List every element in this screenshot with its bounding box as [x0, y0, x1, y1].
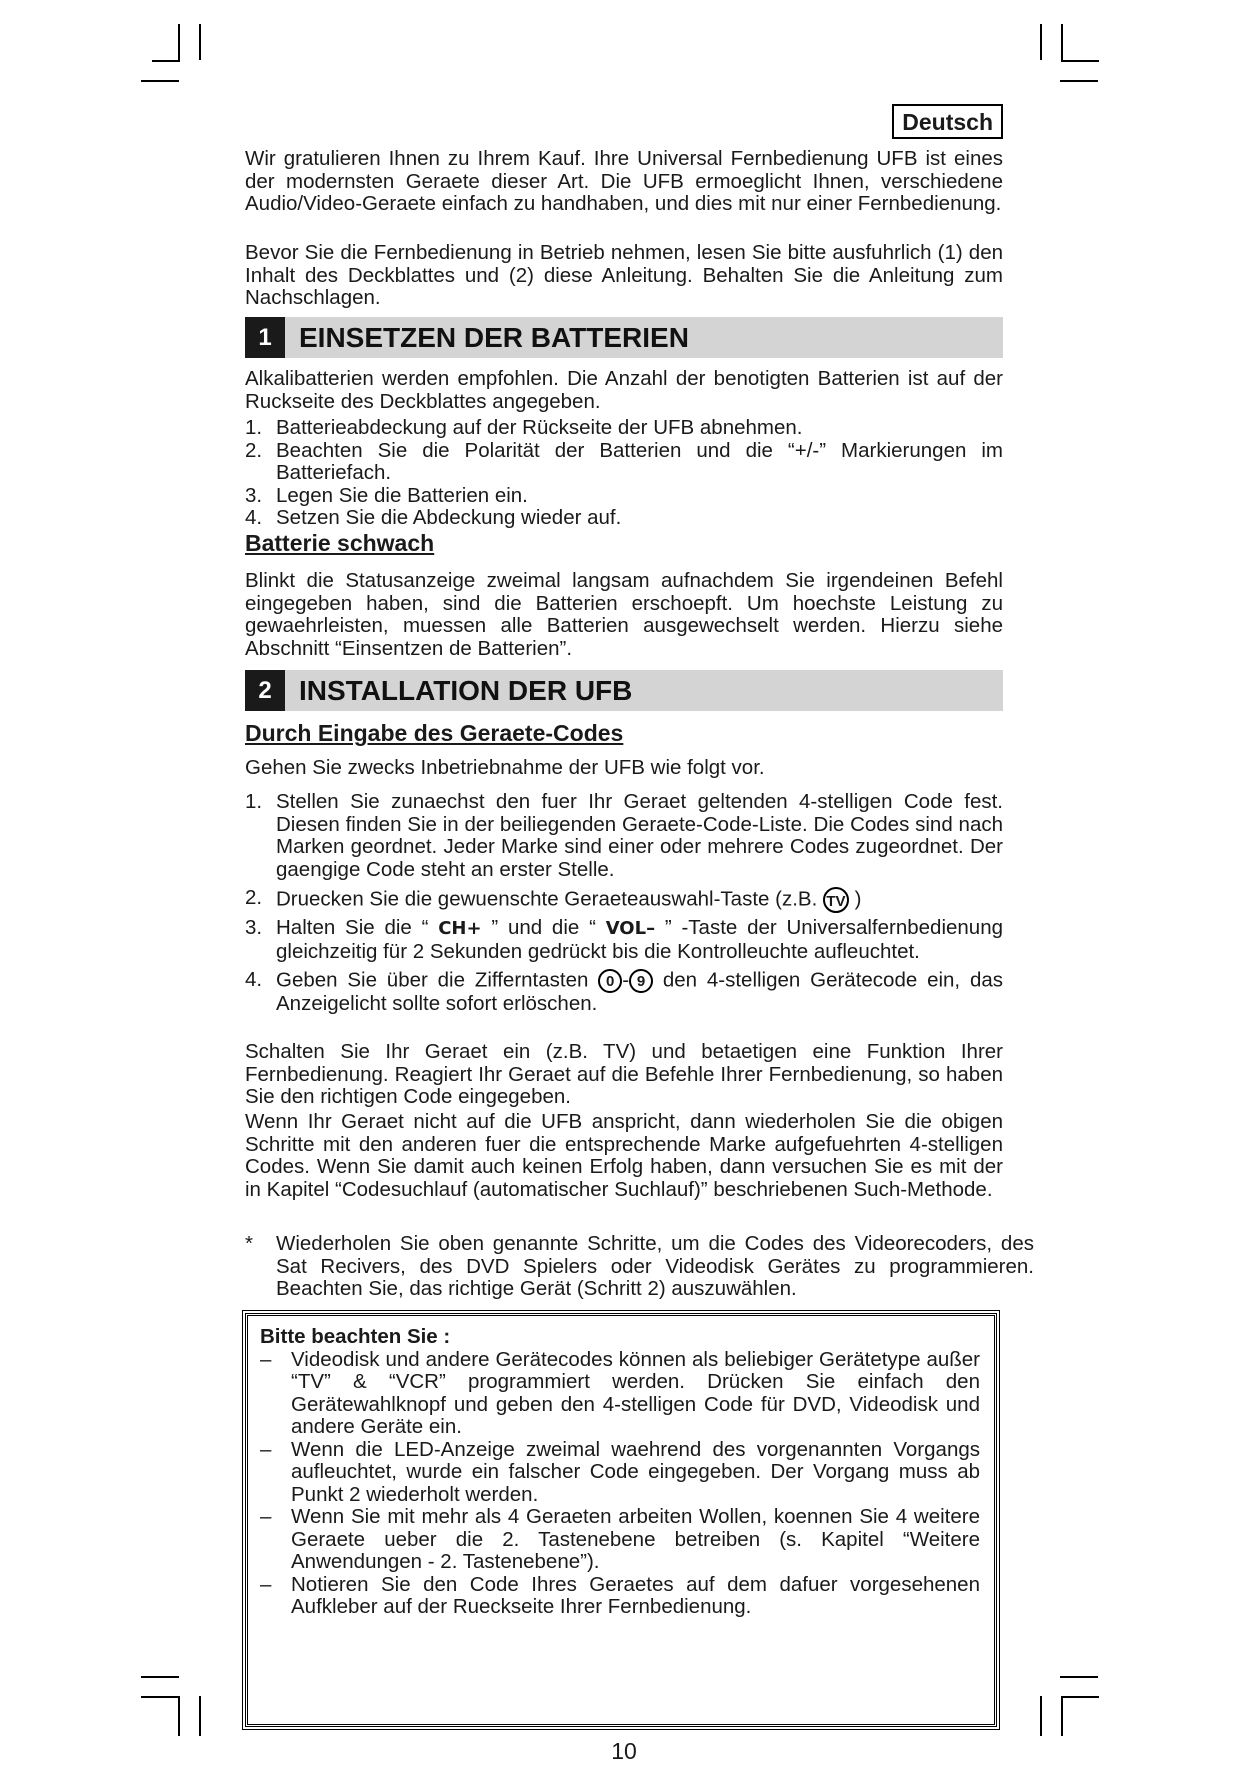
section-1-number: 1 — [245, 317, 285, 358]
list-item: – Videodisk und andere Gerätecodes können als beliebiger Gerätetype außer “TV” & “VCR” programmiert werden. Drücken Sie einfach den Gerätewahlknopf und geben den 4-stelligen Code für DVD, Videodisk und andere Geräte ein. — [260, 1347, 980, 1438]
list-item: – Wenn die LED-Anzeige zweimal waehrend des vorgenannten Vorgangs aufleuchtet, wurde ein falscher Code eingegeben. Der Vorgang muss ab Punkt 2 wiederholt werden. — [260, 1437, 980, 1506]
tv-key-icon: TV — [823, 887, 849, 913]
list-item: 2. Druecken Sie die gewuenschte Geraeteauswahl-Taste (z.B. TV ) — [245, 887, 1003, 913]
intro-paragraph-2: Bevor Sie die Fernbedienung in Betrieb nehmen, lesen Sie bitte ausfuhrlich (1) den Inhalt des Deckblattes und (2) diese Anleitung. Behalten Sie die Anleitung zum Nachschlagen. — [245, 241, 1003, 309]
section-2-header — [245, 670, 1003, 711]
ch-plus-key-label: CH+ — [438, 918, 482, 939]
section-2-intro: Gehen Sie zwecks Inbetriebnahme der UFB wie folgt vor. — [245, 756, 765, 779]
list-item: – Notieren Sie den Code Ihres Geraetes auf dem dafuer vorgesehenen Aufkleber auf der Rueckseite Ihrer Fernbedienung. — [260, 1572, 980, 1618]
code-entry-heading: Durch Eingabe des Geraete-Codes — [245, 720, 624, 746]
section-2-number: 2 — [245, 670, 285, 711]
vol-minus-key-label: VOL– — [605, 918, 656, 939]
section-2-title: INSTALLATION DER UFB — [299, 675, 633, 706]
digit-0-key-icon: 0 — [598, 969, 622, 993]
section-2-paragraph-1: Schalten Sie Ihr Geraet ein (z.B. TV) und betaetigen eine Funktion Ihrer Fernbedienung. Reagiert Ihr Geraet auf die Befehle Ihrer Fernbedienung, so haben Sie den richtigen Code eingegeben. — [245, 1040, 1003, 1108]
note-title: Bitte beachten Sie : — [260, 1325, 451, 1348]
list-item: 3. Halten Sie die “ CH+ ” und die “ VOL– ” -Taste der Universalfernbedienung gleichzeitig für 2 Sekunden gedrückt bis die Kontrolleuchte aufleuchtet. — [245, 916, 1004, 963]
battery-low-text: Blinkt die Statusanzeige zweimal langsam aufnachdem Sie irgendeinen Befehl eingegeben haben, sind die Batterien erschoepft. Um hoechste Leistung zu gewaehrleisten, muessen alle Batterien ausgewechselt werden. Hierzu siehe Abschnitt “Einsentzen de Batterien”. — [245, 569, 1003, 660]
list-item: 4. Geben Sie über die Zifferntasten 0 - 9 den 4-stelligen Gerätecode ein, das Anzeigelicht sollte sofort erlöschen. — [245, 968, 1003, 1015]
section-2-paragraph-2: Wenn Ihr Geraet nicht auf die UFB anspricht, dann wiederholen Sie die obigen Schritte mit den anderen fuer die entsprechende Marke aufgefuehrten 4-stelligen Codes. Wenn Sie damit auch keinen Erfolg haben, dann versuchen Sie es mit der in Kapitel “Codesuchlauf (automatischer Suchlauf)” beschriebenen Such-Methode. — [245, 1110, 1003, 1201]
star-note: * Wiederholen Sie oben genannte Schritte, um die Codes des Videorecoders, des Sat Recivers, des DVD Spielers oder Videodisk Gerätes zu programmieren. Beachten Sie, das richtige Gerät (Schritt 2) auszuwählen. — [245, 1232, 1034, 1300]
language-tag: Deutsch — [892, 104, 1003, 139]
battery-low-heading: Batterie schwach — [245, 530, 435, 556]
section-1-intro: Alkalibatterien werden empfohlen. Die Anzahl der benotigten Batterien ist auf der Ruckseite des Deckblattes angegeben. — [245, 367, 1003, 413]
section-1-header — [245, 317, 1003, 358]
list-item: 4. Setzen Sie die Abdeckung wieder auf. — [245, 506, 622, 529]
digit-9-key-icon: 9 — [629, 969, 653, 993]
note-box — [245, 1313, 997, 1727]
battery-steps-list — [245, 417, 1003, 530]
intro-paragraph-1: Wir gratulieren Ihnen zu Ihrem Kauf. Ihre Universal Fernbedienung UFB ist eines der modernsten Geraete dieser Art. Die UFB ermoeglicht Ihnen, verschiedene Audio/Video-Geraete einfach zu handhaben, und dies mit nur einer Fernbedienung. — [245, 147, 1003, 215]
install-steps-list — [245, 791, 1003, 1016]
list-item: 2. Beachten Sie die Polarität der Batterien und die “+/-” Markierungen im Batteriefach. — [245, 438, 1003, 484]
list-item: – Wenn Sie mit mehr als 4 Geraeten arbeiten Wollen, koennen Sie 4 weitere Geraete ueber die 2. Tastenebene betreiben (s. Kapitel “Weitere Anwendungen - 2. Tastenebene”). — [260, 1505, 980, 1573]
list-item: 1. Batterieabdeckung auf der Rückseite der UFB abnehmen. — [245, 416, 803, 439]
page-number: 10 — [611, 1738, 637, 1764]
section-1-title: EINSETZEN DER BATTERIEN — [299, 322, 689, 353]
list-item: 1. Stellen Sie zunaechst den fuer Ihr Geraet geltenden 4-stelligen Code fest. Diesen finden Sie in der beiliegenden Geraete-Code-Liste. Die Codes sind nach Marken geordnet. Jeder Marke sind einer oder mehrere Codes zugeordnet. Der gaengige Code steht an erster Stelle. — [245, 790, 1003, 881]
list-item: 3. Legen Sie die Batterien ein. — [245, 483, 528, 507]
